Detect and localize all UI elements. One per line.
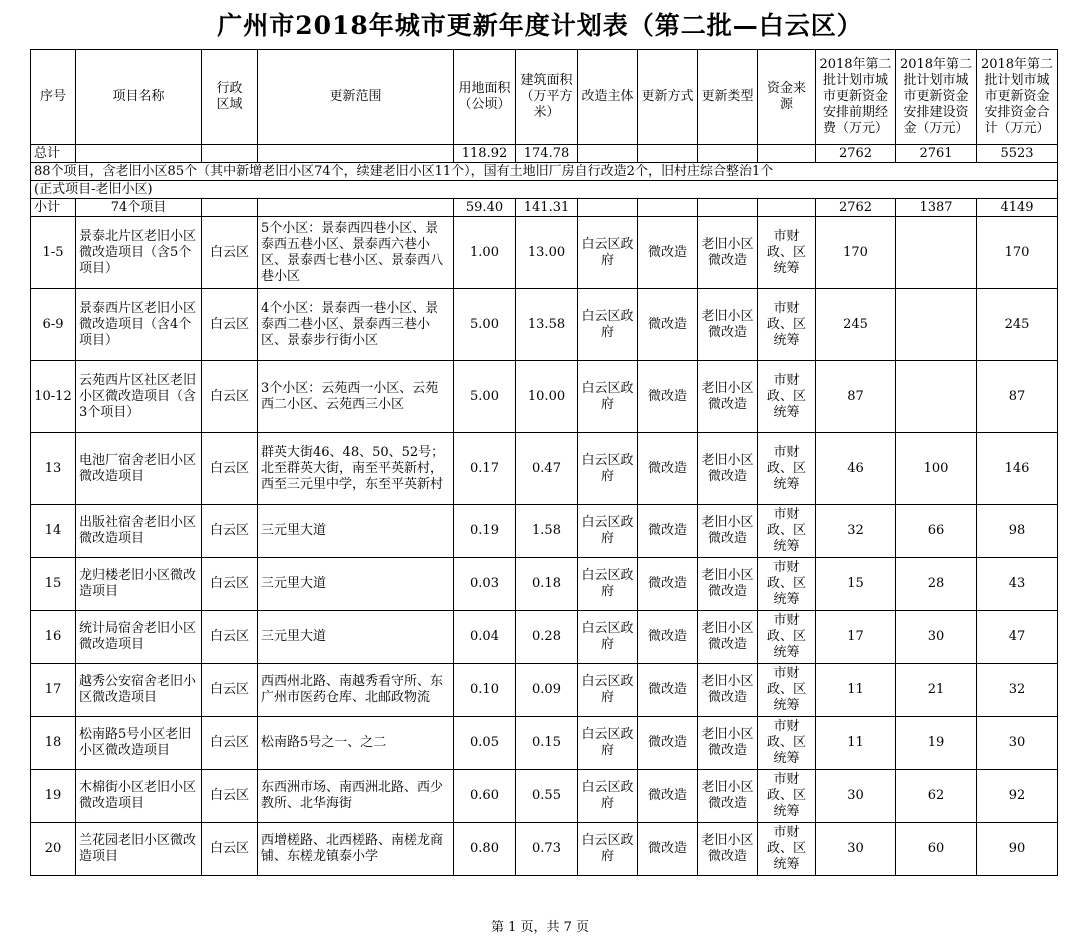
total-build: 174.78 (516, 145, 578, 163)
header-admin-l1: 行政 (216, 81, 243, 96)
row-build: 0.15 (516, 717, 578, 770)
row-fund-pre: 17 (816, 611, 896, 664)
header-no: 序号 (31, 50, 76, 145)
row-fund-build (896, 217, 977, 289)
header-admin (202, 50, 258, 145)
row-land: 0.60 (454, 770, 516, 823)
row-subject: 白云区政府 (578, 289, 638, 361)
h-f3-l2: 批计划市城 (984, 73, 1050, 88)
row-scope: 东西洲市场、南西洲北路、西少教所、北华海街 (258, 770, 454, 823)
row-type: 老旧小区微改造 (698, 770, 758, 823)
row-land: 0.05 (454, 717, 516, 770)
table-row (31, 664, 1058, 717)
row-name: 松南路5号小区老旧小区微改造项目 (76, 717, 202, 770)
row-subject: 白云区政府 (578, 770, 638, 823)
row-area: 白云区 (202, 289, 258, 361)
row-no: 16 (31, 611, 76, 664)
row-land: 0.04 (454, 611, 516, 664)
row-fund: 市财政、区统筹 (758, 770, 816, 823)
h-f3-l3: 市更新资金 (984, 89, 1050, 104)
row-method: 微改造 (638, 217, 698, 289)
header-build-l1: 建筑面积 (520, 73, 573, 88)
row-method: 微改造 (638, 433, 698, 505)
row-fund: 市财政、区统筹 (758, 217, 816, 289)
row-method: 微改造 (638, 289, 698, 361)
row-type: 老旧小区微改造 (698, 433, 758, 505)
row-fund-build (896, 361, 977, 433)
row-fund-total: 170 (977, 217, 1058, 289)
h-f2-l5: 金（万元） (903, 121, 969, 136)
h-f3-l1: 2018年第二 (980, 57, 1054, 72)
row-name: 兰花园老旧小区微改造项目 (76, 823, 202, 876)
row-fund-total: 90 (977, 823, 1058, 876)
row-fund-build: 60 (896, 823, 977, 876)
row-area: 白云区 (202, 717, 258, 770)
header-method: 更新方式 (638, 50, 698, 145)
table-row (31, 289, 1058, 361)
h-f2-l4: 安排建设资 (903, 105, 969, 120)
row-fund-pre: 46 (816, 433, 896, 505)
row-subject: 白云区政府 (578, 664, 638, 717)
summary-row (31, 163, 1058, 181)
table-row (31, 433, 1058, 505)
row-build: 13.58 (516, 289, 578, 361)
row-name: 越秀公安宿舍老旧小区微改造项目 (76, 664, 202, 717)
subtotal-empty (638, 199, 698, 217)
row-no: 13 (31, 433, 76, 505)
total-label: 总计 (31, 145, 76, 163)
header-build-l2: （万平方 (520, 89, 573, 104)
row-fund-total: 98 (977, 505, 1058, 558)
row-scope: 群英大街46、48、50、52号；北至群英大街，南至平英新村，西至三元里中学，东至平英新村 (258, 433, 454, 505)
subtotal-f1: 2762 (816, 199, 896, 217)
row-fund: 市财政、区统筹 (758, 611, 816, 664)
header-build-l3: 米） (533, 105, 560, 120)
subtotal-label: 小计 (31, 199, 76, 217)
row-build: 13.00 (516, 217, 578, 289)
row-subject: 白云区政府 (578, 717, 638, 770)
row-no: 17 (31, 664, 76, 717)
total-f3: 5523 (977, 145, 1058, 163)
row-name: 云苑西片区社区老旧小区微改造项目（含3个项目） (76, 361, 202, 433)
row-fund-build: 100 (896, 433, 977, 505)
summary-text: 88个项目，含老旧小区85个（其中新增老旧小区74个，续建老旧小区11个），国有土地旧厂房自行改造2个，旧村庄综合整治1个 (31, 163, 1058, 181)
row-fund-total: 87 (977, 361, 1058, 433)
row-fund-total: 146 (977, 433, 1058, 505)
row-build: 1.58 (516, 505, 578, 558)
row-fund-total: 32 (977, 664, 1058, 717)
row-no: 14 (31, 505, 76, 558)
row-land: 0.03 (454, 558, 516, 611)
row-subject: 白云区政府 (578, 558, 638, 611)
row-scope: 3个小区：云苑西一小区、云苑西二小区、云苑西三小区 (258, 361, 454, 433)
row-scope: 三元里大道 (258, 505, 454, 558)
h-f1-l5: 费（万元） (822, 121, 888, 136)
row-method: 微改造 (638, 558, 698, 611)
subtotal-f3: 4149 (977, 199, 1058, 217)
h-f1-l1: 2018年第二 (819, 57, 892, 72)
row-area: 白云区 (202, 664, 258, 717)
total-empty (202, 145, 258, 163)
header-land-l2: （公顷） (458, 97, 511, 112)
h-f3-l4: 安排资金合 (984, 105, 1050, 120)
row-subject: 白云区政府 (578, 611, 638, 664)
row-type: 老旧小区微改造 (698, 611, 758, 664)
subtotal-empty (578, 199, 638, 217)
row-fund-build: 19 (896, 717, 977, 770)
row-name: 景泰西片区老旧小区微改造项目（含4个项目） (76, 289, 202, 361)
total-empty (758, 145, 816, 163)
row-scope: 5个小区：景泰西四巷小区、景泰西五巷小区、景泰西六巷小区、景泰西七巷小区、景泰西八巷小区 (258, 217, 454, 289)
row-land: 5.00 (454, 289, 516, 361)
table-row (31, 217, 1058, 289)
row-name: 出版社宿舍老旧小区微改造项目 (76, 505, 202, 558)
h-f2-l3: 市更新资金 (903, 89, 969, 104)
subtotal-empty (258, 199, 454, 217)
row-fund: 市财政、区统筹 (758, 664, 816, 717)
row-fund-pre: 87 (816, 361, 896, 433)
subtotal-empty (202, 199, 258, 217)
header-fund-total (977, 50, 1058, 145)
row-area: 白云区 (202, 361, 258, 433)
row-type: 老旧小区微改造 (698, 505, 758, 558)
row-no: 20 (31, 823, 76, 876)
row-subject: 白云区政府 (578, 433, 638, 505)
header-build (516, 50, 578, 145)
row-name: 木棉街小区老旧小区微改造项目 (76, 770, 202, 823)
row-fund-pre: 11 (816, 717, 896, 770)
row-no: 19 (31, 770, 76, 823)
h-f1-l2: 批计划市城 (822, 73, 888, 88)
row-subject: 白云区政府 (578, 505, 638, 558)
h-f2-l2: 批计划市城 (903, 73, 969, 88)
table-row (31, 717, 1058, 770)
page-title: 广州市2018年城市更新年度计划表（第二批—白云区） (217, 11, 863, 40)
row-build: 0.09 (516, 664, 578, 717)
row-fund-pre: 30 (816, 770, 896, 823)
row-land: 0.17 (454, 433, 516, 505)
plan-table (30, 49, 1058, 876)
row-scope: 西增槎路、北西槎路、南槎龙商铺、东槎龙镇泰小学 (258, 823, 454, 876)
row-method: 微改造 (638, 717, 698, 770)
header-name: 项目名称 (76, 50, 202, 145)
row-fund-build (896, 289, 977, 361)
row-no: 18 (31, 717, 76, 770)
row-method: 微改造 (638, 770, 698, 823)
page-footer: 第 1 页，共 7 页 (490, 920, 590, 935)
header-row (31, 50, 1058, 145)
row-fund-pre: 15 (816, 558, 896, 611)
table-row (31, 823, 1058, 876)
row-fund-total: 92 (977, 770, 1058, 823)
row-fund-total: 245 (977, 289, 1058, 361)
row-build: 0.73 (516, 823, 578, 876)
header-admin-l2: 区域 (216, 97, 243, 112)
row-method: 微改造 (638, 505, 698, 558)
row-scope: 三元里大道 (258, 611, 454, 664)
total-empty (578, 145, 638, 163)
row-method: 微改造 (638, 611, 698, 664)
subtotal-f2: 1387 (896, 199, 977, 217)
subtotal-row (31, 199, 1058, 217)
row-fund-build: 62 (896, 770, 977, 823)
row-area: 白云区 (202, 611, 258, 664)
total-row (31, 145, 1058, 163)
row-method: 微改造 (638, 361, 698, 433)
row-no: 1-5 (31, 217, 76, 289)
row-name: 统计局宿舍老旧小区微改造项目 (76, 611, 202, 664)
row-type: 老旧小区微改造 (698, 217, 758, 289)
subtotal-name: 74个项目 (76, 199, 202, 217)
header-subject: 改造主体 (578, 50, 638, 145)
total-empty (638, 145, 698, 163)
row-fund: 市财政、区统筹 (758, 361, 816, 433)
table-row (31, 505, 1058, 558)
total-empty (698, 145, 758, 163)
row-area: 白云区 (202, 558, 258, 611)
row-fund-total: 47 (977, 611, 1058, 664)
row-land: 0.80 (454, 823, 516, 876)
row-name: 电池厂宿舍老旧小区微改造项目 (76, 433, 202, 505)
row-no: 15 (31, 558, 76, 611)
row-fund: 市财政、区统筹 (758, 505, 816, 558)
total-land: 118.92 (454, 145, 516, 163)
row-fund-build: 21 (896, 664, 977, 717)
row-land: 5.00 (454, 361, 516, 433)
row-land: 0.19 (454, 505, 516, 558)
row-build: 0.47 (516, 433, 578, 505)
table-row (31, 361, 1058, 433)
header-fund-build (896, 50, 977, 145)
row-no: 6-9 (31, 289, 76, 361)
row-scope: 西西州北路、南越秀看守所、东广州市医药仓库、北邮政物流 (258, 664, 454, 717)
total-empty (258, 145, 454, 163)
row-subject: 白云区政府 (578, 823, 638, 876)
row-type: 老旧小区微改造 (698, 289, 758, 361)
header-type: 更新类型 (698, 50, 758, 145)
row-build: 10.00 (516, 361, 578, 433)
row-fund-pre: 30 (816, 823, 896, 876)
row-area: 白云区 (202, 433, 258, 505)
row-fund-build: 66 (896, 505, 977, 558)
row-land: 1.00 (454, 217, 516, 289)
row-fund-pre: 170 (816, 217, 896, 289)
row-scope: 4个小区：景泰西一巷小区、景泰西二巷小区、景泰西三巷小区、景泰步行街小区 (258, 289, 454, 361)
table-row (31, 770, 1058, 823)
h-f3-l5: 计（万元） (984, 121, 1050, 136)
row-no: 10-12 (31, 361, 76, 433)
subtotal-build: 141.31 (516, 199, 578, 217)
row-method: 微改造 (638, 664, 698, 717)
row-type: 老旧小区微改造 (698, 823, 758, 876)
row-name: 龙归楼老旧小区微改造项目 (76, 558, 202, 611)
row-fund-pre: 11 (816, 664, 896, 717)
row-fund-pre: 32 (816, 505, 896, 558)
total-f1: 2762 (816, 145, 896, 163)
header-land (454, 50, 516, 145)
row-fund: 市财政、区统筹 (758, 823, 816, 876)
row-area: 白云区 (202, 823, 258, 876)
row-land: 0.10 (454, 664, 516, 717)
header-land-l1: 用地面积 (458, 81, 511, 96)
row-fund-build: 30 (896, 611, 977, 664)
row-area: 白云区 (202, 770, 258, 823)
row-subject: 白云区政府 (578, 217, 638, 289)
row-type: 老旧小区微改造 (698, 361, 758, 433)
header-fund-pre (816, 50, 896, 145)
h-f2-l1: 2018年第二 (899, 57, 973, 72)
row-type: 老旧小区微改造 (698, 664, 758, 717)
row-subject: 白云区政府 (578, 361, 638, 433)
row-fund: 市财政、区统筹 (758, 717, 816, 770)
row-build: 0.18 (516, 558, 578, 611)
row-type: 老旧小区微改造 (698, 558, 758, 611)
section-row (31, 181, 1058, 199)
h-f1-l3: 市更新资金 (822, 89, 888, 104)
row-method: 微改造 (638, 823, 698, 876)
row-scope: 三元里大道 (258, 558, 454, 611)
subtotal-land: 59.40 (454, 199, 516, 217)
row-fund: 市财政、区统筹 (758, 558, 816, 611)
row-fund-build: 28 (896, 558, 977, 611)
row-fund-total: 30 (977, 717, 1058, 770)
header-fund: 资金来源 (758, 50, 816, 145)
row-scope: 松南路5号之一、之二 (258, 717, 454, 770)
row-area: 白云区 (202, 505, 258, 558)
subtotal-empty (698, 199, 758, 217)
row-fund-pre: 245 (816, 289, 896, 361)
table-row (31, 558, 1058, 611)
h-f1-l4: 安排前期经 (822, 105, 888, 120)
row-name: 景泰北片区老旧小区微改造项目（含5个项目） (76, 217, 202, 289)
header-scope: 更新范围 (258, 50, 454, 145)
row-area: 白云区 (202, 217, 258, 289)
row-type: 老旧小区微改造 (698, 717, 758, 770)
subtotal-empty (758, 199, 816, 217)
section-label: (正式项目-老旧小区) (31, 181, 1058, 199)
row-fund: 市财政、区统筹 (758, 433, 816, 505)
total-empty (76, 145, 202, 163)
total-f2: 2761 (896, 145, 977, 163)
row-build: 0.55 (516, 770, 578, 823)
row-fund-total: 43 (977, 558, 1058, 611)
row-fund: 市财政、区统筹 (758, 289, 816, 361)
table-row (31, 611, 1058, 664)
row-build: 0.28 (516, 611, 578, 664)
